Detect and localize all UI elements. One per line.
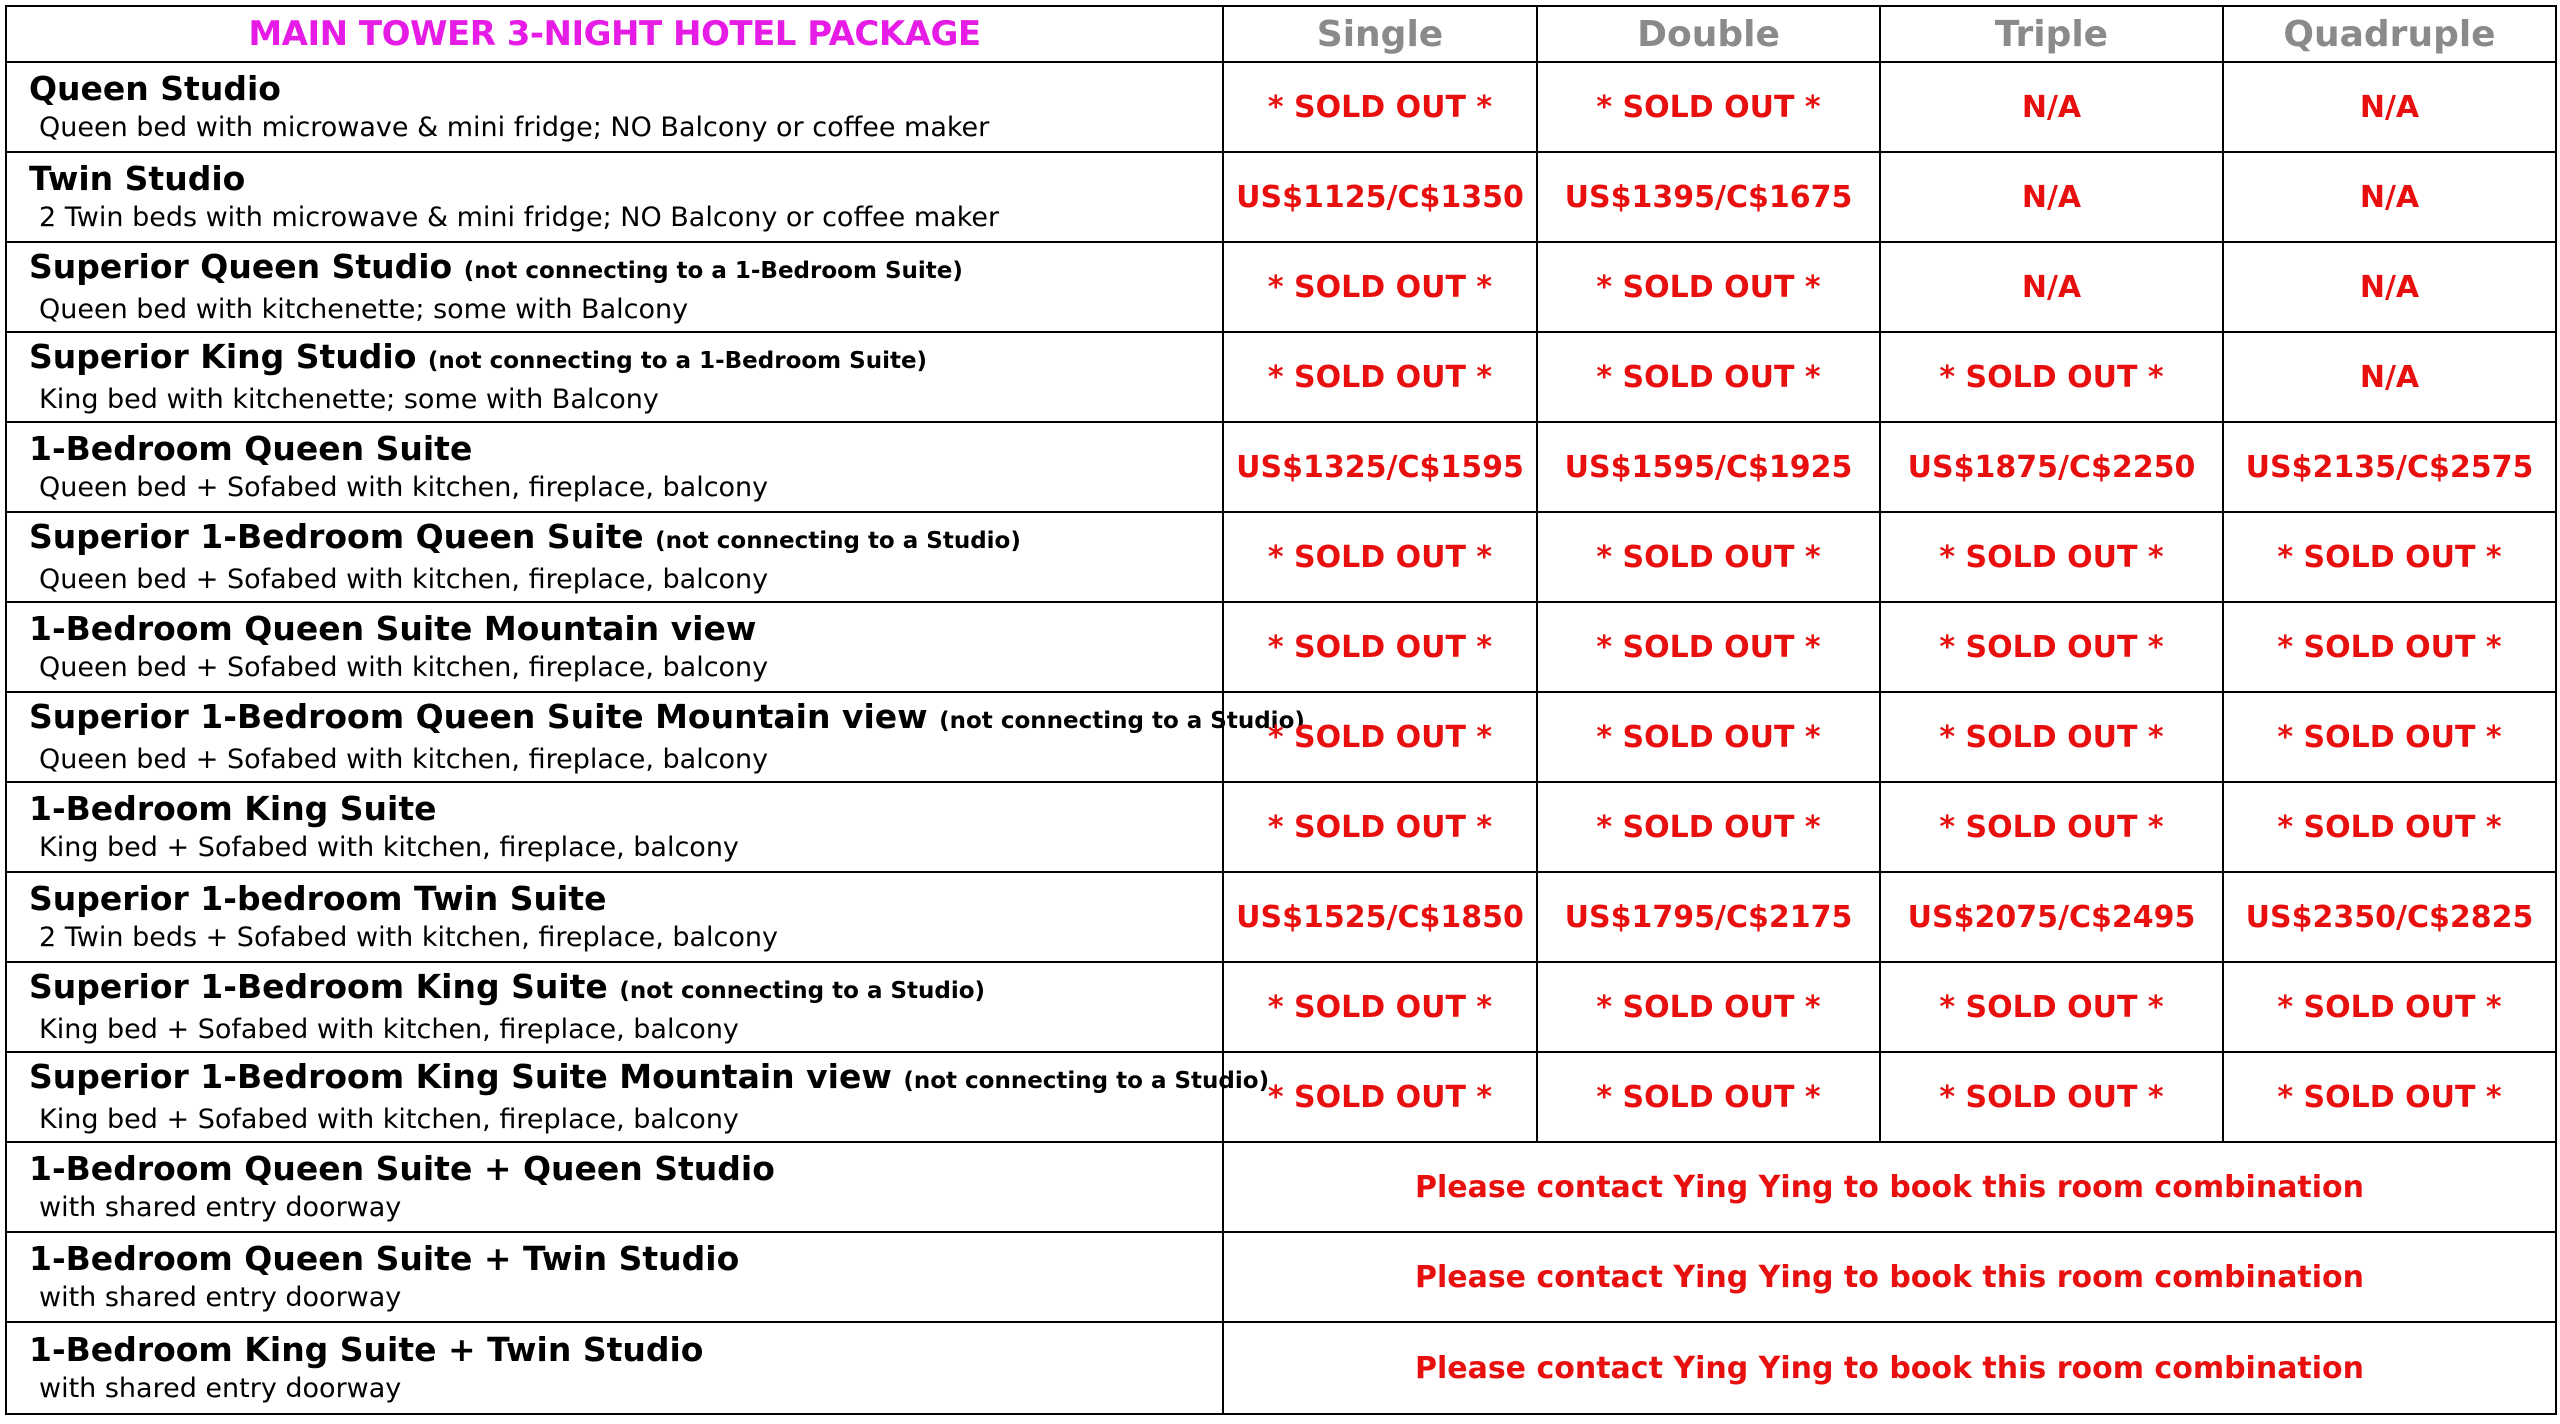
price-cell-double: * SOLD OUT *: [1537, 602, 1880, 692]
table-title: MAIN TOWER 3-NIGHT HOTEL PACKAGE: [6, 6, 1223, 62]
room-name: Queen Studio: [29, 69, 281, 108]
contact-message: Please contact Ying Ying to book this room combination: [1223, 1142, 2556, 1232]
price-cell-single: US$1525/C$1850: [1223, 872, 1537, 962]
price-cell-quadruple: N/A: [2223, 332, 2556, 422]
price-cell-single: * SOLD OUT *: [1223, 1052, 1537, 1142]
room-name-line: [29, 158, 1222, 200]
room-name: Superior 1-Bedroom King Suite Mountain view: [29, 1057, 892, 1096]
price-cell-quadruple: N/A: [2223, 242, 2556, 332]
price-cell-quadruple: * SOLD OUT *: [2223, 1052, 2556, 1142]
price-cell-single: * SOLD OUT *: [1223, 242, 1537, 332]
room-name: 1-Bedroom King Suite: [29, 789, 437, 828]
price-cell-double: US$1795/C$2175: [1537, 872, 1880, 962]
room-cell: [6, 422, 1223, 512]
column-header-double: Double: [1537, 6, 1880, 62]
room-description: King bed with kitchenette; some with Balcony: [39, 384, 659, 415]
hotel-package-sheet: [5, 5, 2557, 1415]
room-name-line: [29, 608, 1222, 650]
room-description: Queen bed + Sofabed with kitchen, fireplace, balcony: [39, 472, 769, 503]
table-row: [6, 602, 2556, 692]
room-description: with shared entry doorway: [39, 1192, 402, 1223]
room-name-line: [29, 1056, 1270, 1102]
room-name-line: [29, 1238, 1222, 1280]
price-cell-triple: N/A: [1880, 242, 2223, 332]
price-cell-single: * SOLD OUT *: [1223, 782, 1537, 872]
price-cell-single: * SOLD OUT *: [1223, 602, 1537, 692]
room-note: (not connecting to a Studio): [903, 1068, 1270, 1094]
table-row: [6, 152, 2556, 242]
room-cell: [6, 1322, 1223, 1414]
room-description: Queen bed + Sofabed with kitchen, fireplace, balcony: [39, 652, 769, 683]
table-body: [6, 62, 2556, 1414]
column-header-single: Single: [1223, 6, 1537, 62]
room-name: Twin Studio: [29, 159, 246, 198]
room-description: King bed + Sofabed with kitchen, fireplace, balcony: [39, 1104, 739, 1135]
price-cell-double: US$1595/C$1925: [1537, 422, 1880, 512]
room-name: 1-Bedroom Queen Suite + Twin Studio: [29, 1239, 740, 1278]
price-cell-single: * SOLD OUT *: [1223, 962, 1537, 1052]
room-name: 1-Bedroom King Suite + Twin Studio: [29, 1330, 704, 1369]
price-cell-single: * SOLD OUT *: [1223, 512, 1537, 602]
room-cell: [6, 782, 1223, 872]
price-cell-single: * SOLD OUT *: [1223, 692, 1537, 782]
table-row: [6, 332, 2556, 422]
combo-row: [6, 1322, 2556, 1414]
room-name-line: [29, 1148, 1222, 1190]
room-cell: [6, 962, 1223, 1052]
room-name: Superior King Studio: [29, 337, 417, 376]
table-row: [6, 692, 2556, 782]
room-name-line: [29, 878, 1222, 920]
column-header-quadruple: Quadruple: [2223, 6, 2556, 62]
room-name: Superior 1-bedroom Twin Suite: [29, 879, 607, 918]
table-row: [6, 422, 2556, 512]
room-description: 2 Twin beds + Sofabed with kitchen, fireplace, balcony: [39, 922, 778, 953]
price-cell-quadruple: * SOLD OUT *: [2223, 962, 2556, 1052]
room-name-line: [29, 966, 1222, 1012]
price-cell-double: * SOLD OUT *: [1537, 62, 1880, 152]
room-description: with shared entry doorway: [39, 1282, 402, 1313]
header-row: [6, 6, 2556, 62]
table-row: [6, 512, 2556, 602]
room-cell: [6, 1232, 1223, 1322]
pricing-table: [5, 5, 2557, 1415]
room-note: (not connecting to a Studio): [939, 708, 1305, 734]
room-cell: [6, 512, 1223, 602]
price-cell-quadruple: * SOLD OUT *: [2223, 782, 2556, 872]
price-cell-quadruple: N/A: [2223, 152, 2556, 242]
price-cell-single: * SOLD OUT *: [1223, 332, 1537, 422]
column-header-triple: Triple: [1880, 6, 2223, 62]
price-cell-quadruple: * SOLD OUT *: [2223, 692, 2556, 782]
price-cell-quadruple: * SOLD OUT *: [2223, 512, 2556, 602]
room-note: (not connecting to a Studio): [655, 528, 1021, 554]
table-row: [6, 242, 2556, 332]
combo-row: [6, 1232, 2556, 1322]
combo-row: [6, 1142, 2556, 1232]
room-name-line: [29, 68, 1222, 110]
room-note: (not connecting to a 1-Bedroom Suite): [463, 258, 963, 284]
price-cell-triple: * SOLD OUT *: [1880, 602, 2223, 692]
price-cell-double: * SOLD OUT *: [1537, 512, 1880, 602]
room-cell: [6, 62, 1223, 152]
price-cell-triple: N/A: [1880, 62, 2223, 152]
room-note: (not connecting to a Studio): [619, 978, 986, 1004]
price-cell-triple: N/A: [1880, 152, 2223, 242]
room-name-line: [29, 246, 1222, 292]
price-cell-single: * SOLD OUT *: [1223, 62, 1537, 152]
room-name-line: [29, 516, 1222, 562]
table-row: [6, 962, 2556, 1052]
room-name: Superior 1-Bedroom King Suite: [29, 967, 608, 1006]
price-cell-quadruple: US$2350/C$2825: [2223, 872, 2556, 962]
room-description: 2 Twin beds with microwave & mini fridge; NO Balcony or coffee maker: [39, 202, 1000, 233]
price-cell-triple: US$2075/C$2495: [1880, 872, 2223, 962]
price-cell-triple: * SOLD OUT *: [1880, 962, 2223, 1052]
price-cell-quadruple: * SOLD OUT *: [2223, 602, 2556, 692]
price-cell-double: * SOLD OUT *: [1537, 782, 1880, 872]
room-cell: [6, 332, 1223, 422]
room-description: Queen bed + Sofabed with kitchen, fireplace, balcony: [39, 744, 769, 775]
room-description: King bed + Sofabed with kitchen, fireplace, balcony: [39, 832, 739, 863]
room-cell: [6, 692, 1305, 782]
room-name-line: [29, 788, 1222, 830]
price-cell-double: * SOLD OUT *: [1537, 962, 1880, 1052]
room-description: King bed + Sofabed with kitchen, fireplace, balcony: [39, 1014, 739, 1045]
room-cell: [6, 1142, 1223, 1232]
room-description: with shared entry doorway: [39, 1373, 402, 1404]
price-cell-triple: * SOLD OUT *: [1880, 782, 2223, 872]
price-cell-triple: * SOLD OUT *: [1880, 332, 2223, 422]
room-note: (not connecting to a 1-Bedroom Suite): [427, 348, 928, 374]
price-cell-double: * SOLD OUT *: [1537, 332, 1880, 422]
room-description: Queen bed with microwave & mini fridge; NO Balcony or coffee maker: [39, 112, 990, 143]
contact-message: Please contact Ying Ying to book this room combination: [1223, 1232, 2556, 1322]
room-cell: [6, 872, 1223, 962]
table-row: [6, 872, 2556, 962]
room-name-line: [29, 336, 1222, 382]
table-row: [6, 1052, 2556, 1142]
table-row: [6, 62, 2556, 152]
price-cell-triple: * SOLD OUT *: [1880, 692, 2223, 782]
room-description: Queen bed with kitchenette; some with Balcony: [39, 294, 689, 325]
price-cell-quadruple: N/A: [2223, 62, 2556, 152]
price-cell-double: * SOLD OUT *: [1537, 1052, 1880, 1142]
room-name-line: [29, 696, 1305, 742]
room-name: Superior 1-Bedroom Queen Suite: [29, 517, 644, 556]
room-name: 1-Bedroom Queen Suite: [29, 429, 473, 468]
room-name: 1-Bedroom Queen Suite Mountain view: [29, 609, 757, 648]
contact-message: Please contact Ying Ying to book this room combination: [1223, 1322, 2556, 1414]
price-cell-quadruple: US$2135/C$2575: [2223, 422, 2556, 512]
room-name-line: [29, 428, 1222, 470]
price-cell-single: US$1125/C$1350: [1223, 152, 1537, 242]
room-cell: [6, 1052, 1270, 1142]
price-cell-double: * SOLD OUT *: [1537, 242, 1880, 332]
price-cell-triple: * SOLD OUT *: [1880, 512, 2223, 602]
room-description: Queen bed + Sofabed with kitchen, fireplace, balcony: [39, 564, 769, 595]
price-cell-triple: * SOLD OUT *: [1880, 1052, 2223, 1142]
room-cell: [6, 152, 1223, 242]
price-cell-single: US$1325/C$1595: [1223, 422, 1537, 512]
room-cell: [6, 242, 1223, 332]
room-name: Superior 1-Bedroom Queen Suite Mountain view: [29, 697, 928, 736]
room-name-line: [29, 1329, 1222, 1371]
room-name: 1-Bedroom Queen Suite + Queen Studio: [29, 1149, 775, 1188]
price-cell-double: US$1395/C$1675: [1537, 152, 1880, 242]
room-name: Superior Queen Studio: [29, 247, 453, 286]
room-cell: [6, 602, 1223, 692]
price-cell-double: * SOLD OUT *: [1537, 692, 1880, 782]
table-row: [6, 782, 2556, 872]
price-cell-triple: US$1875/C$2250: [1880, 422, 2223, 512]
